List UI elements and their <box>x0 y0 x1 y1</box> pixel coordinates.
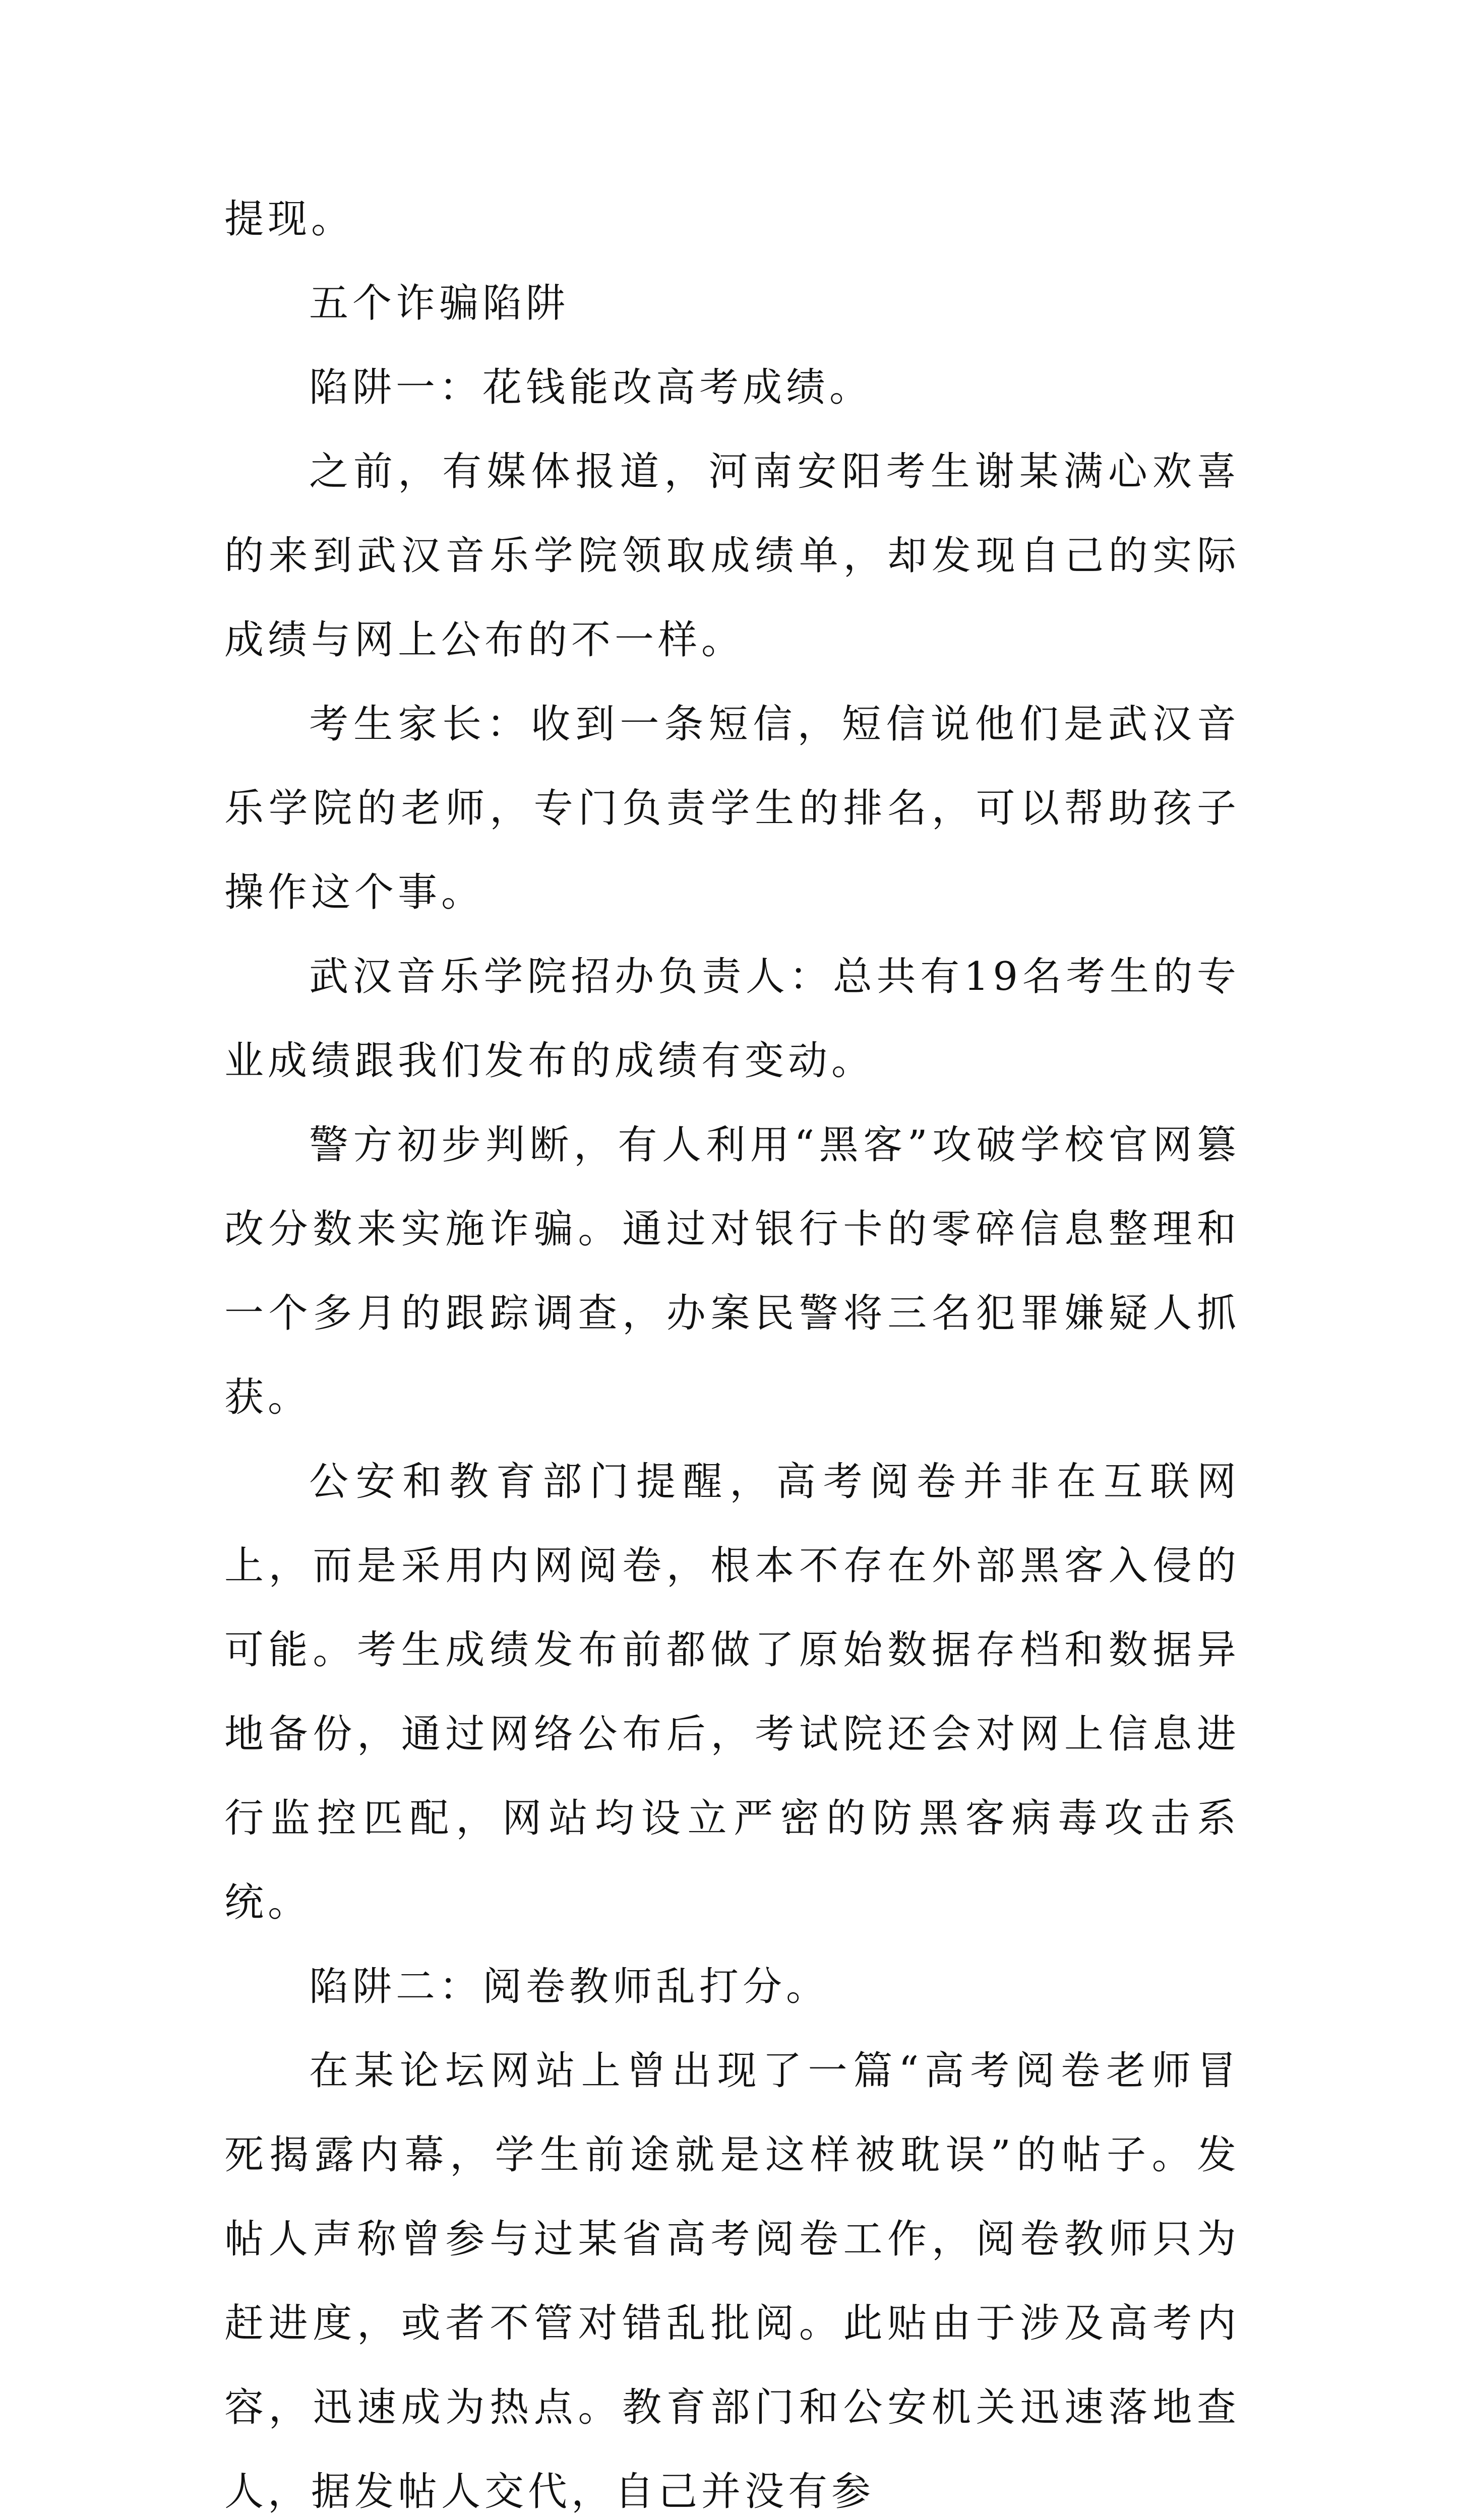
paragraph: 之前，有媒体报道，河南安阳考生谢某满心欢喜的来到武汉音乐学院领取成绩单，却发现自己的实际成绩与网上公布的不一样。 <box>224 449 1240 663</box>
trap-one-heading: 陷阱一：花钱能改高考成绩。 <box>309 365 873 410</box>
paragraph: 武汉音乐学院招办负责人：总共有19名考生的专业成绩跟我们发布的成绩有变动。 <box>224 954 1240 1084</box>
section-heading: 五个诈骗陷阱 <box>309 281 570 326</box>
trap-two-heading: 陷阱二：阅卷教师乱打分。 <box>309 1964 830 2009</box>
paragraph: 在某论坛网站上曾出现了一篇“高考阅卷老师冒死揭露内幕，学生前途就是这样被耽误”的帖子。发帖人声称曾参与过某省高考阅卷工作，阅卷教师只为赶进度，或者不管对错乱批阅。此贴由于涉及高考内容，迅速成为热点。教育部门和公安机关迅速落地查人，据发帖人交代，自己并没有参 <box>224 2048 1240 2514</box>
document-body <box>224 177 1240 2520</box>
paragraph: 考生家长：收到一条短信，短信说他们是武汉音乐学院的老师，专门负责学生的排名，可以帮助孩子操作这个事。 <box>224 702 1240 915</box>
paragraph: 公安和教育部门提醒，高考阅卷并非在互联网上，而是采用内网阅卷，根本不存在外部黑客入侵的可能。考生成绩发布前都做了原始数据存档和数据异地备份，通过网络公布后，考试院还会对网上信息进行监控匹配，网站均设立严密的防黑客病毒攻击系统。 <box>224 1459 1240 1925</box>
paragraph: 警方初步判断，有人利用“黑客”攻破学校官网篡改分数来实施诈骗。通过对银行卡的零碎信息整理和一个多月的跟踪调查，办案民警将三名犯罪嫌疑人抓获。 <box>224 1122 1240 1420</box>
paragraph-continuation: 提现。 <box>224 197 355 242</box>
